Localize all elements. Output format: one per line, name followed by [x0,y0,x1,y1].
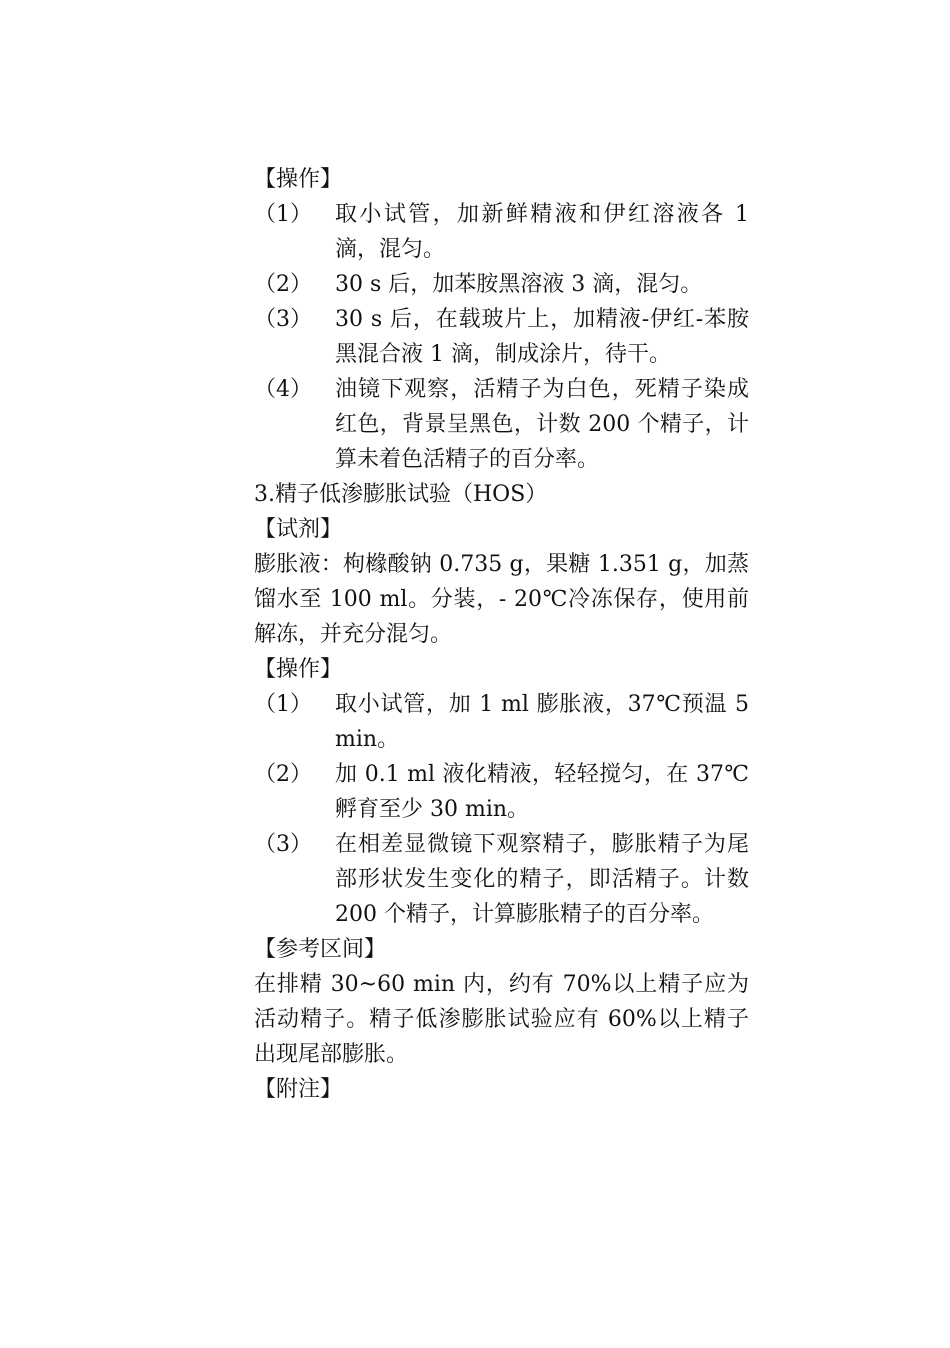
reference-heading: 【参考区间】 [254,937,387,962]
step-item [254,827,749,932]
step-item [254,197,749,267]
operation-heading: 【操作】 [254,657,343,682]
operation-heading: 【操作】 [254,167,343,192]
step-item [254,372,749,477]
step-text: 30 s 后，在载玻片上，加精液-伊红-苯胺黑混合液 1 滴，制成涂片，待干。 [335,307,749,367]
step-text: 取小试管，加 1 ml 膨胀液，37℃预温 5 min。 [335,692,749,752]
step-number: （1） [254,692,312,717]
step-number: （3） [254,307,312,332]
step-item [254,267,749,302]
reagent-paragraph: 膨胀液：枸橼酸钠 0.735 g，果糖 1.351 g，加蒸馏水至 100 ml。分装，- 20℃冷冻保存，使用前解冻，并充分混匀。 [254,552,749,647]
step-number: （3） [254,832,312,857]
step-number: （4） [254,377,312,402]
reference-paragraph: 在排精 30~60 min 内，约有 70%以上精子应为活动精子。精子低渗膨胀试验应有 60%以上精子出现尾部膨胀。 [254,972,749,1067]
step-number: （2） [254,272,312,297]
step-item [254,757,749,827]
section-title: 3.精子低渗膨胀试验（HOS） [254,482,548,507]
step-item [254,687,749,757]
step-text: 取小试管，加新鲜精液和伊红溶液各 1 滴，混匀。 [335,202,749,262]
document-page [254,162,749,1107]
step-text: 油镜下观察，活精子为白色，死精子染成红色，背景呈黑色，计数 200 个精子，计算未着色活精子的百分率。 [335,377,749,472]
step-number: （1） [254,202,312,227]
step-text: 在相差显微镜下观察精子，膨胀精子为尾部形状发生变化的精子，即活精子。计数 200 个精子，计算膨胀精子的百分率。 [335,832,749,927]
step-item [254,302,749,372]
step-number: （2） [254,762,312,787]
reagent-heading: 【试剂】 [254,517,343,542]
step-text: 加 0.1 ml 液化精液，轻轻搅匀，在 37℃孵育至少 30 min。 [335,762,749,822]
step-text: 30 s 后，加苯胺黑溶液 3 滴，混匀。 [335,272,703,297]
notes-heading: 【附注】 [254,1077,343,1102]
